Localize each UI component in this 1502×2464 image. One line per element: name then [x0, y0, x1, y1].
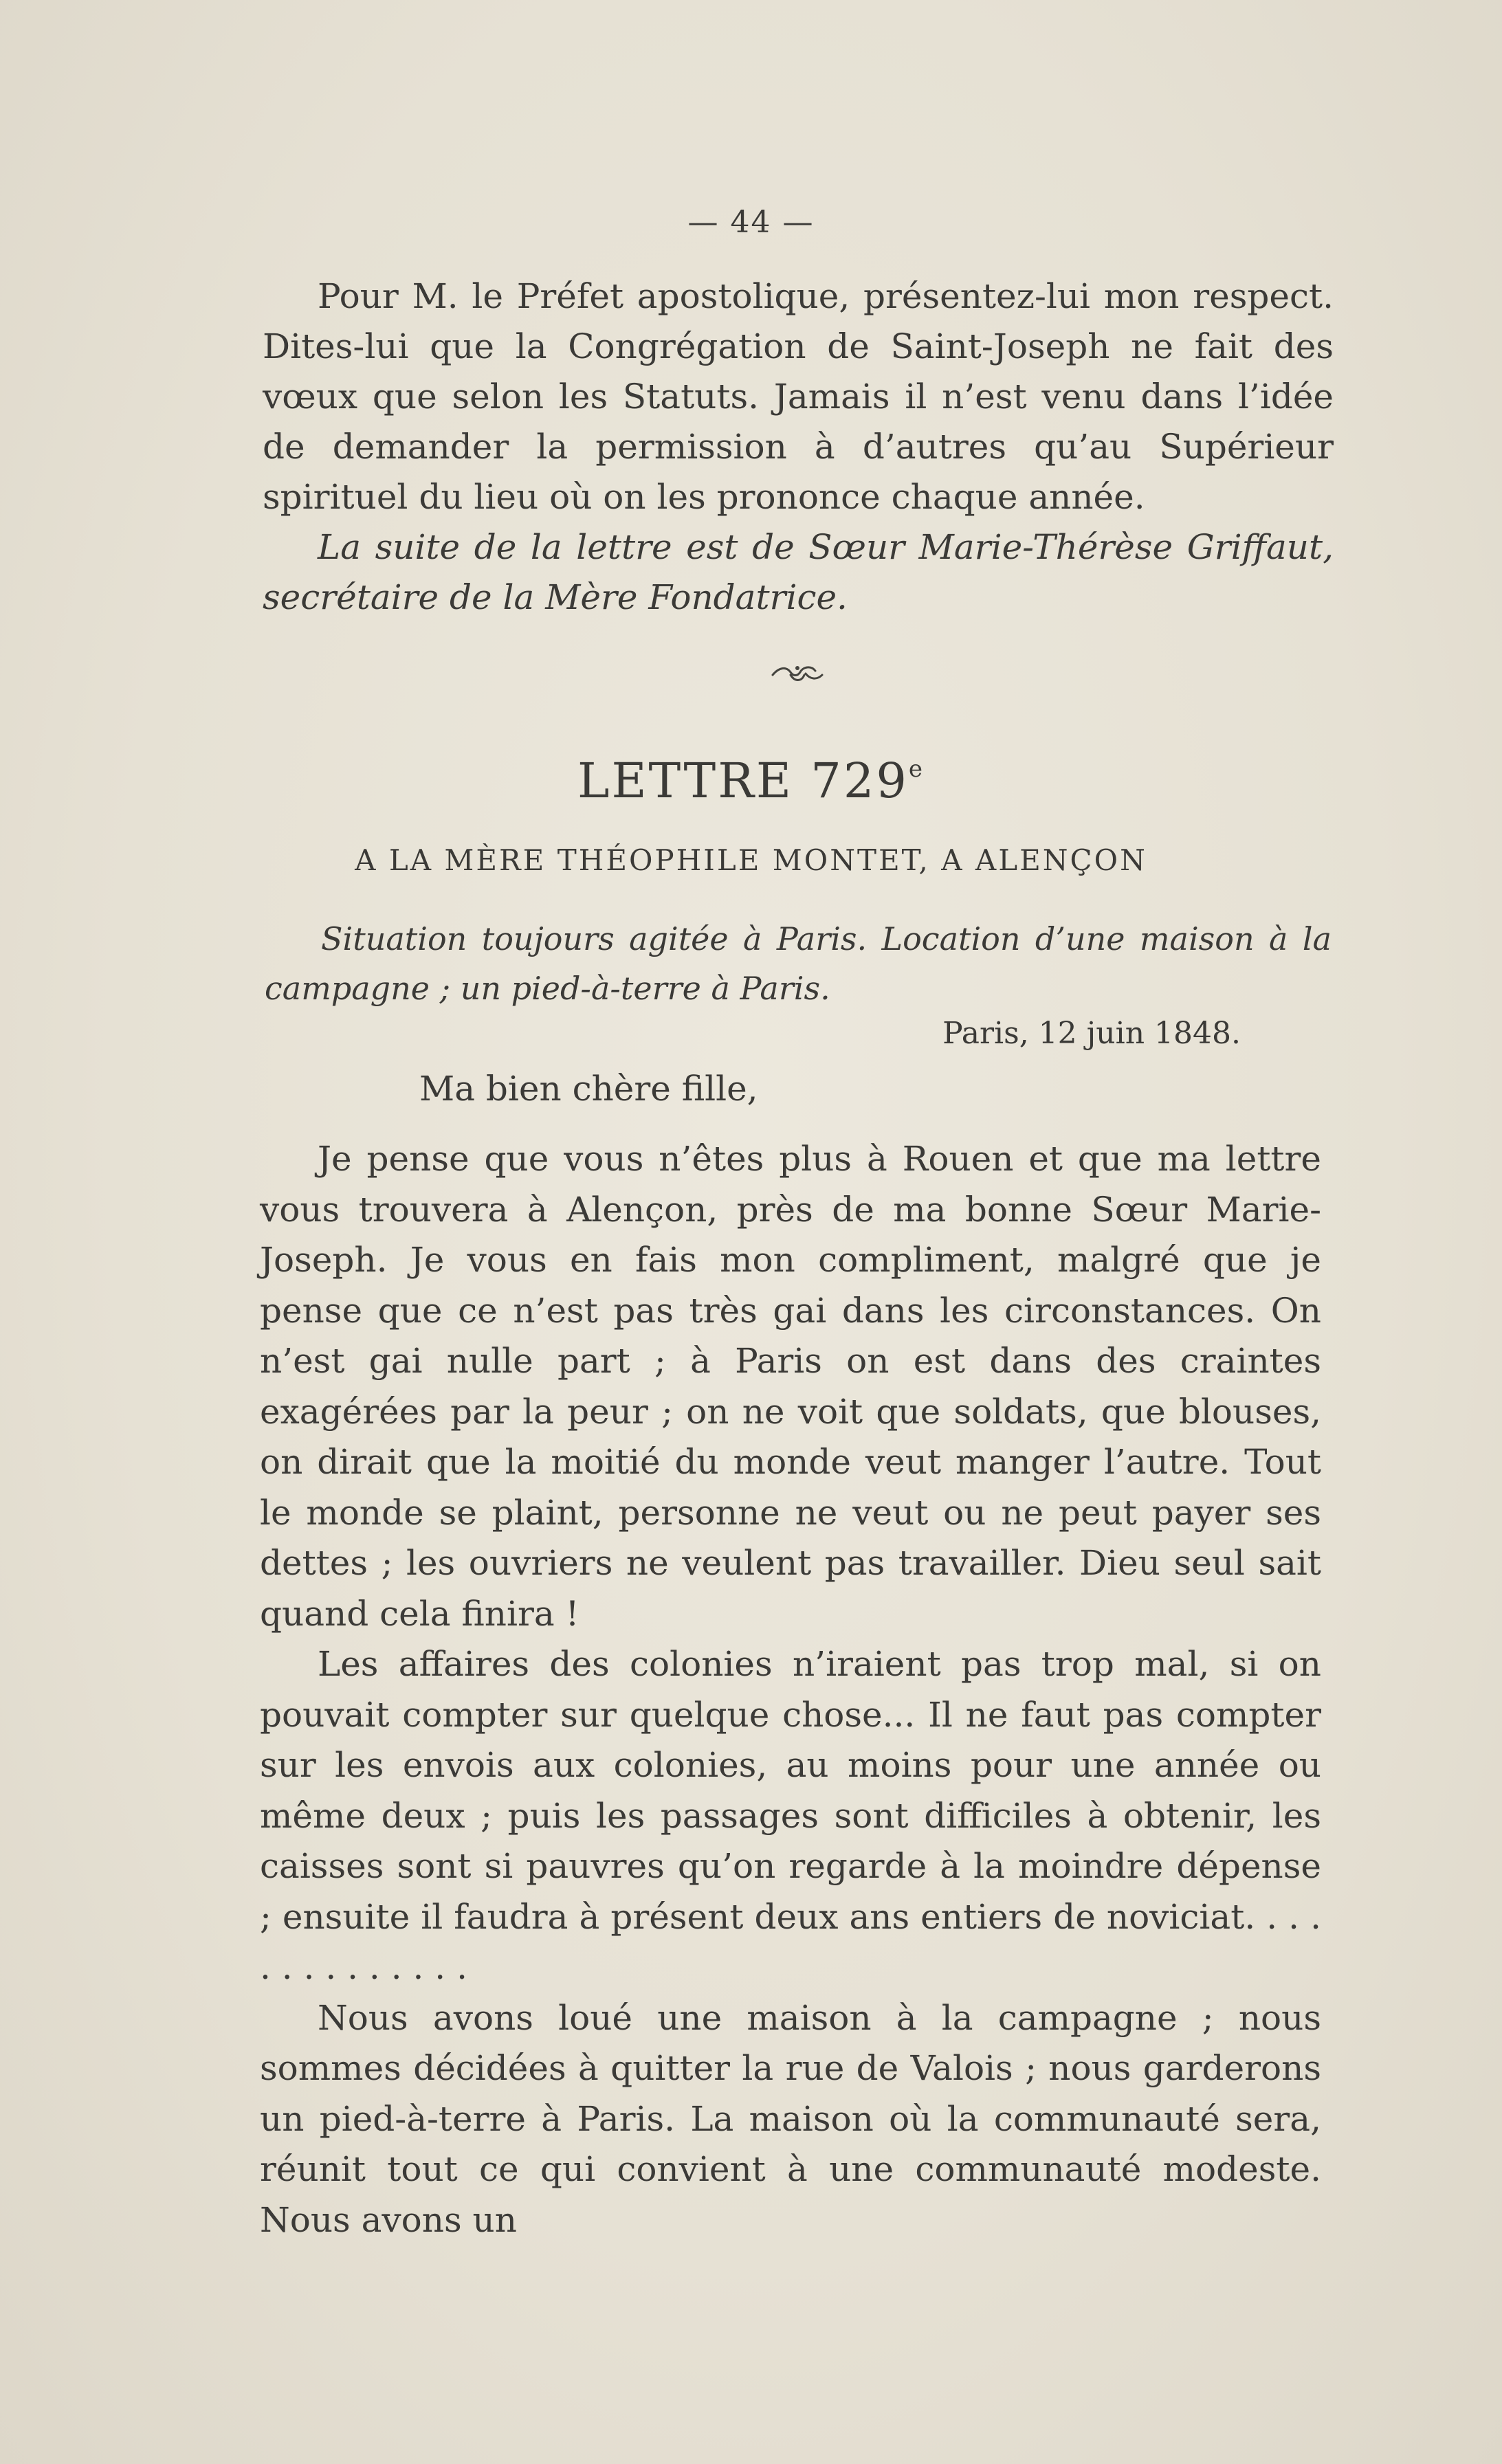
salutation: Ma bien chère fille,	[419, 1069, 758, 1109]
ornament-icon	[770, 660, 825, 690]
intro-block	[263, 271, 1334, 623]
editor-note: La suite de la lettre est de Sœur Marie-Thérèse Griffaut, secrétaire de la Mère Fondatrice.	[263, 527, 1334, 617]
intro-paragraph: Pour M. le Préfet apostolique, présentez-lui mon respect. Dites-lui que la Congrégation de Saint-Joseph ne fait des vœux que selon les Statuts. Jamais il n’est venu dans l’idée de demander la permission à d’autres qu’au Supérieur spirituel du lieu où on les prononce chaque année.	[263, 276, 1334, 517]
letter-recipient: A LA MÈRE THÉOPHILE MONTET, A ALENÇON	[355, 843, 1147, 877]
letter-title-suffix: e	[908, 755, 925, 783]
dateline: Paris, 12 juin 1848.	[942, 1016, 1241, 1051]
letter-paragraph: Les affaires des colonies n’iraient pas trop mal, si on pouvait compter sur quelque chose... Il ne faut pas compter sur les envois aux colonies, au moins pour une année ou même deux ; puis les passages sont difficiles à obtenir, les caisses sont si pauvres qu’on regarde à la moindre dépense ; ensuite il faudra à présent deux ans entiers de noviciat. . . . . . . . . . . . . .	[260, 1644, 1321, 1987]
letter-summary-block	[265, 914, 1332, 1013]
letter-summary: Situation toujours agitée à Paris. Location d’une maison à la campagne ; un pied-à-terre à Paris.	[265, 920, 1332, 1007]
letter-paragraph: Je pense que vous n’êtes plus à Rouen et que ma lettre vous trouvera à Alençon, près de ma bonne Sœur Marie-Joseph. Je vous en fais mon compliment, malgré que je pense que ce n’est pas très gai dans les circonstances. On n’est gai nulle part ; à Paris on est dans des craintes exagérées par la peur ; on ne voit que soldats, que blouses, on dirait que la moitié du monde veut manger l’autre. Tout le monde se plaint, personne ne veut ou ne peut payer ses dettes ; les ouvriers ne veulent pas travailler. Dieu seul sait quand cela finira !	[260, 1139, 1321, 1634]
letter-paragraph: Nous avons loué une maison à la campagne ; nous sommes décidées à quitter la rue de Valois ; nous garderons un pied-à-terre à Paris. La maison où la communauté sera, réunit tout ce qui convient à une communauté modeste. Nous avons un	[260, 1997, 1321, 2240]
letter-title-text: LETTRE 729	[577, 753, 909, 809]
letter-body	[260, 1134, 1321, 2245]
letter-title	[0, 753, 1502, 809]
page-number: — 44 —	[687, 205, 815, 240]
